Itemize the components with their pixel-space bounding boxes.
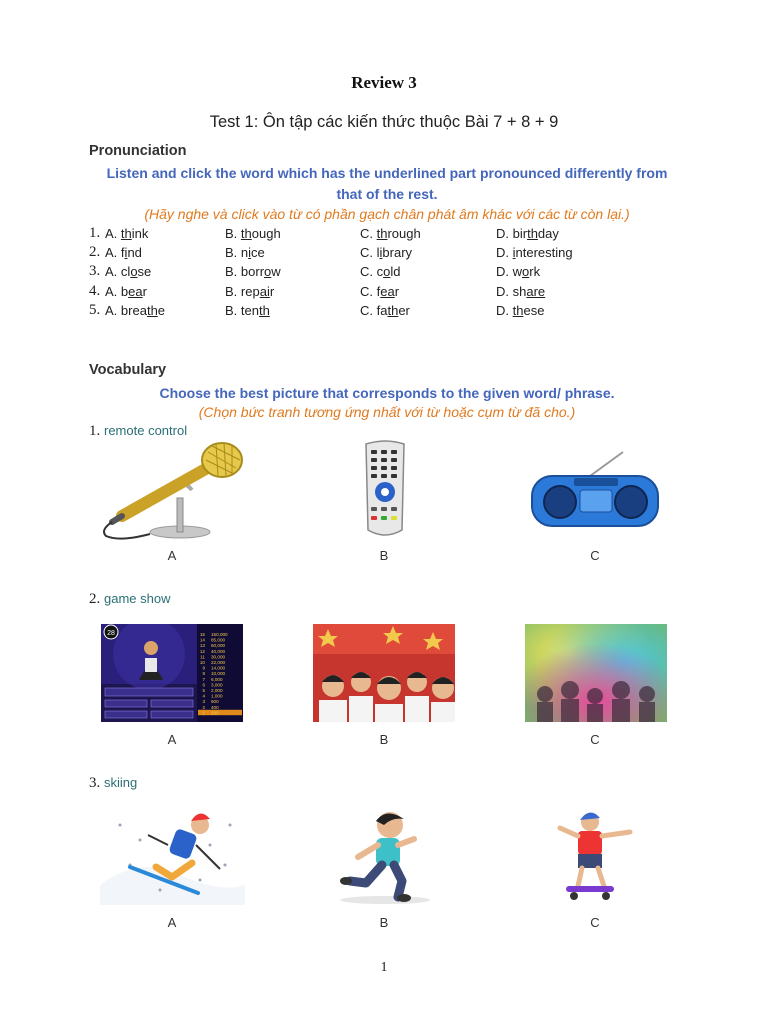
ladder-amount: 22,000 xyxy=(211,660,226,665)
word-part: w xyxy=(271,264,281,279)
word-part: rough xyxy=(387,226,421,241)
ladder-rank: 2 xyxy=(202,704,205,710)
word-part: ough xyxy=(251,226,281,241)
option-letter: C. xyxy=(360,226,373,241)
vocabulary-instruction: Choose the best picture that corresponds to the given word/ phrase. xyxy=(159,385,615,401)
answer-option[interactable] xyxy=(360,226,421,241)
underlined-part: o xyxy=(130,264,138,279)
question-word: skiing xyxy=(104,775,138,790)
underlined-part: th xyxy=(259,303,270,318)
option-label: A xyxy=(167,732,177,747)
ladder-amount: 600 xyxy=(211,699,219,705)
question-number: 5. xyxy=(89,302,101,318)
option-label: C xyxy=(590,915,600,930)
ladder-rank: 5 xyxy=(202,688,205,693)
option-letter: C. xyxy=(360,245,373,260)
underlined-part: i xyxy=(248,245,252,260)
ladder-rank: 13 xyxy=(199,643,205,649)
option-label: B xyxy=(379,732,389,747)
option-letter: D. xyxy=(496,264,509,279)
option-letter: A. xyxy=(105,284,118,299)
answer-option[interactable] xyxy=(496,284,545,299)
game-show-picture[interactable] xyxy=(101,624,243,722)
option-letter: A. xyxy=(105,303,118,318)
question-number: 3. xyxy=(89,263,101,279)
pronunciation-question xyxy=(89,303,689,322)
ladder-rank: 7 xyxy=(202,676,205,682)
word-part: er xyxy=(398,303,410,318)
word-part: ld xyxy=(390,264,401,279)
underlined-part: th xyxy=(512,303,524,318)
underlined-part: th xyxy=(387,303,399,318)
word-part: e xyxy=(157,303,166,318)
pronunciation-heading: Pronunciation xyxy=(89,143,187,159)
word-part: rk xyxy=(529,264,541,279)
answer-option[interactable] xyxy=(225,245,265,260)
option-letter: D. xyxy=(496,226,509,241)
answer-option[interactable] xyxy=(225,226,281,241)
option-label: C xyxy=(590,548,600,563)
ladder-rank: 3 xyxy=(202,699,205,705)
pronunciation-question xyxy=(89,245,689,264)
ladder-amount: 3,000 xyxy=(211,682,223,688)
vocab-question-3 xyxy=(89,775,137,792)
option-letter: C. xyxy=(360,303,373,318)
answer-option[interactable] xyxy=(105,264,151,279)
question-number: 2. xyxy=(89,244,101,260)
ladder-amount: 14,000 xyxy=(211,665,226,671)
pronunciation-question xyxy=(89,264,689,283)
ladder-amount: 10,000 xyxy=(211,671,226,677)
word-part: f xyxy=(120,245,125,260)
underlined-part: i xyxy=(379,245,383,260)
running-boy-picture[interactable] xyxy=(320,805,450,905)
option-letter: B. xyxy=(225,245,238,260)
option-letter: B. xyxy=(225,264,238,279)
question-number: 3. xyxy=(89,775,101,791)
ladder-rank: 8 xyxy=(202,671,205,677)
test-subtitle: Test 1: Ôn tập các kiến thức thuộc Bài 7 + 8 + 9 xyxy=(209,113,559,131)
word-part: b xyxy=(120,284,129,299)
option-label: A xyxy=(167,915,177,930)
skateboarder-picture[interactable] xyxy=(552,808,642,908)
option-letter: C. xyxy=(360,284,373,299)
page-number: 1 xyxy=(380,960,388,975)
pronunciation-instruction xyxy=(89,163,685,205)
answer-option[interactable] xyxy=(496,264,540,279)
ladder-amount: 60,000 xyxy=(211,643,226,649)
ladder-rank: 1 xyxy=(202,710,205,716)
word-part: borr xyxy=(240,264,265,279)
option-letter: B. xyxy=(225,226,238,241)
question-number: 2. xyxy=(89,591,101,607)
answer-option[interactable] xyxy=(105,284,147,299)
ladder-rank: 4 xyxy=(202,693,205,699)
underlined-part: o xyxy=(522,264,530,279)
ladder-amount: 200 xyxy=(211,710,219,716)
instruction-line-1: Listen and click the word which has the underlined part pronounced differently from xyxy=(106,165,668,181)
ladder-amount: 6,000 xyxy=(211,676,223,682)
option-label: C xyxy=(590,732,600,747)
word-part: ink xyxy=(131,226,149,241)
word-part: brea xyxy=(120,303,147,318)
answer-option[interactable] xyxy=(105,245,142,260)
word-part: c xyxy=(376,264,384,279)
ladder-rank: 11 xyxy=(200,654,205,660)
answer-option[interactable] xyxy=(360,284,399,299)
word-part: cl xyxy=(120,264,131,279)
answer-option[interactable] xyxy=(496,226,559,241)
word-part: l xyxy=(376,245,380,260)
option-letter: D. xyxy=(496,245,509,260)
page-title: Review 3 xyxy=(351,73,417,92)
ladder-amount: 1,000 xyxy=(211,693,223,699)
option-letter: B. xyxy=(225,303,238,318)
timer-badge-text: 28 xyxy=(107,630,115,637)
color-festival-picture[interactable] xyxy=(525,624,667,722)
crowd-picture[interactable] xyxy=(313,624,455,722)
radio-picture[interactable] xyxy=(528,450,663,535)
answer-option[interactable] xyxy=(105,303,165,318)
option-label: B xyxy=(379,548,389,563)
option-letter: B. xyxy=(225,284,238,299)
word-part: r xyxy=(269,284,275,299)
question-number: 1. xyxy=(89,225,101,241)
answer-option[interactable] xyxy=(360,303,410,318)
answer-option[interactable] xyxy=(105,226,148,241)
word-part: rep xyxy=(240,284,260,299)
ladder-rank: 6 xyxy=(202,682,205,688)
answer-option[interactable] xyxy=(225,303,270,318)
question-word: game show xyxy=(104,591,171,606)
underlined-part: i xyxy=(512,245,516,260)
ladder-rank: 9 xyxy=(202,665,205,671)
option-letter: A. xyxy=(105,245,118,260)
ladder-amount: 30,000 xyxy=(211,654,226,660)
ladder-rank: 15 xyxy=(199,632,205,637)
word-part: ten xyxy=(240,303,259,318)
ladder-rank: 12 xyxy=(199,648,205,654)
underlined-part: are xyxy=(526,284,546,299)
option-letter: A. xyxy=(105,226,118,241)
word-part: bir xyxy=(512,226,528,241)
question-number: 4. xyxy=(89,283,101,299)
question-word: remote control xyxy=(104,423,188,438)
answer-option[interactable] xyxy=(225,264,281,279)
underlined-part: o xyxy=(383,264,391,279)
pronunciation-instruction-vi: (Hãy nghe và click vào từ có phần gạch chân phát âm khác với các từ còn lại.) xyxy=(144,206,630,222)
word-part: r xyxy=(394,284,400,299)
answer-option[interactable] xyxy=(496,303,544,318)
ladder-rank: 10 xyxy=(199,660,205,665)
option-letter: C. xyxy=(360,264,373,279)
vocab-question-2 xyxy=(89,591,170,608)
word-part: fa xyxy=(376,303,388,318)
underlined-part: ea xyxy=(128,284,143,299)
option-letter: D. xyxy=(496,284,509,299)
underlined-part: th xyxy=(120,226,132,241)
remote-control-picture[interactable] xyxy=(360,440,410,540)
word-part: w xyxy=(512,264,523,279)
answer-option[interactable] xyxy=(360,264,400,279)
underlined-part: ea xyxy=(380,284,395,299)
pronunciation-question xyxy=(89,226,689,245)
skier-picture[interactable] xyxy=(100,805,245,905)
instruction-line-2: that of the rest. xyxy=(336,186,438,202)
ladder-amount: 400 xyxy=(211,704,219,710)
ladder-amount: 85,000 xyxy=(211,637,226,643)
ladder-rank: 14 xyxy=(199,637,205,643)
underlined-part: th xyxy=(376,226,388,241)
word-part: brary xyxy=(382,245,413,260)
ladder-amount: 150,000 xyxy=(211,632,228,637)
option-letter: A. xyxy=(105,264,118,279)
underlined-part: th xyxy=(240,226,252,241)
underlined-part: i xyxy=(124,245,128,260)
ladder-amount: 40,000 xyxy=(211,648,226,654)
answer-option[interactable] xyxy=(225,284,274,299)
word-part: nteresting xyxy=(515,245,573,260)
question-number: 1. xyxy=(89,423,101,439)
underlined-part: ai xyxy=(259,284,270,299)
pronunciation-question xyxy=(89,284,689,303)
word-part: nd xyxy=(127,245,142,260)
option-label: A xyxy=(167,548,177,563)
answer-option[interactable] xyxy=(360,245,412,260)
word-part: se xyxy=(137,264,152,279)
microphone-picture[interactable] xyxy=(100,438,245,543)
word-part: n xyxy=(240,245,249,260)
ladder-amount: 2,000 xyxy=(211,688,223,693)
vocabulary-instruction-vi: (Chọn bức tranh tương ứng nhất với từ hoặc cụm từ đã cho.) xyxy=(198,404,576,420)
option-letter: D. xyxy=(496,303,509,318)
underlined-part: o xyxy=(264,264,272,279)
underlined-part: th xyxy=(527,226,538,241)
word-part: day xyxy=(537,226,559,241)
word-part: f xyxy=(376,284,381,299)
underlined-part: th xyxy=(146,303,158,318)
word-part: r xyxy=(142,284,147,299)
word-part: ce xyxy=(251,245,265,260)
answer-option[interactable] xyxy=(496,245,573,260)
option-label: B xyxy=(379,915,389,930)
word-part: ese xyxy=(523,303,545,318)
vocabulary-heading: Vocabulary xyxy=(89,362,167,378)
word-part: sh xyxy=(512,284,527,299)
